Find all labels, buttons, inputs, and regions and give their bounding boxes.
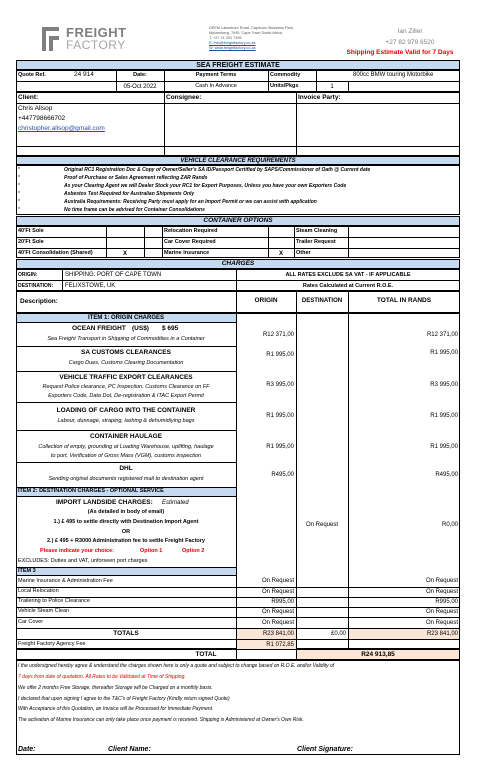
item3-label: Trailering to Police Clearance — [18, 598, 90, 604]
item3-total: On Request — [425, 609, 458, 615]
payment-terms-value: Cash In Advance — [195, 83, 237, 89]
destination-label: DESTINATION: — [18, 283, 54, 289]
vtec-total: R3 995,00 — [430, 382, 458, 388]
item3-total: On Request — [425, 578, 458, 584]
item3-origin: On Request — [261, 578, 294, 584]
terms-line: I the undersigned hereby agree & understand the charges shown here is only a quote and subject to change based on R.O.E. and/or Validity of — [18, 663, 335, 669]
commodity-label: Commodity — [270, 72, 301, 78]
vat-note: ALL RATES EXCLUDE SA VAT - IF APPLICABLE — [285, 272, 411, 278]
agency-fee-origin: R1 072,85 — [266, 642, 294, 648]
container-title: CONTAINER OPTIONS — [203, 217, 273, 224]
ocean-amount: $ 695 — [162, 325, 179, 332]
grand-total-label: TOTAL — [195, 651, 217, 658]
import-destination: On Request — [305, 522, 339, 528]
ocean-label: OCEAN FREIGHT — [72, 325, 126, 332]
vtec-label: VEHICLE TRAFFIC EXPORT CLEARANCES — [59, 374, 193, 381]
commodity-value: 800cc BMW touring Motorbike — [353, 72, 434, 78]
date-value: 05-Oct 2022 — [123, 84, 157, 90]
units-value: 1 — [330, 84, 334, 90]
clearance-item: Asbestos Test Required for Australian Shipments Only — [64, 191, 195, 197]
destination-value: FELIXSTOWE, UK — [65, 283, 116, 289]
totals-destination: £0,00 — [330, 631, 346, 637]
vtec-origin: R3 995,00 — [266, 382, 294, 388]
vtec-sub-1: Request Police clearance, PC Inspection, Customs Clearance on FF — [42, 384, 210, 390]
container-option: 20'Ft Sole — [18, 239, 44, 245]
loading-origin: R1 995,00 — [266, 413, 294, 419]
clearance-item: Proof of Purchase or Sales Agreement reflecting ZAR Rands — [64, 175, 208, 181]
dhl-sub: Sending original documents registered mail to destination agent — [48, 476, 204, 482]
import-line-1: (As detailed in body of email) — [87, 509, 165, 515]
dhl-origin: R495,00 — [271, 472, 294, 478]
import-choice-prompt: Please indicate your choice: — [40, 548, 114, 554]
dhl-total: R495,00 — [435, 472, 458, 478]
terms-line: The activation of Marine Insurance can only take place once payment is received. Shipping is Administered at Owner's Own Risk. — [18, 717, 304, 723]
container-checkbox[interactable]: X — [122, 251, 127, 257]
import-label: IMPORT LANDSIDE CHARGES: — [56, 499, 153, 506]
grand-total-value: R24 913,85 — [361, 651, 395, 658]
origin-value: SHIPPING: PORT OF CAPE TOWN — [65, 272, 162, 278]
totals-total: R23 841,00 — [426, 631, 458, 637]
totals-label: TOTALS — [113, 630, 139, 637]
option-1[interactable]: Option 1 — [140, 548, 163, 554]
item3-header — [16, 567, 237, 576]
item3-origin: On Request — [261, 589, 294, 595]
contact-name: Ian Ziller — [397, 28, 423, 35]
item3-total: On Request — [425, 620, 458, 626]
quote-ref-value: 24 914 — [74, 71, 94, 78]
container-option: Car Cover Required — [164, 239, 216, 245]
customs-total: R1 995,00 — [430, 350, 458, 356]
address-web-link[interactable]: W: www.freightfactory.co.za — [209, 46, 256, 50]
container-option: Trailer Request — [296, 239, 336, 245]
address-email-link[interactable]: E: info@freightfactory.co.za — [209, 41, 256, 45]
container-checkbox[interactable]: X — [278, 251, 283, 257]
ocean-ccy: (US$) — [132, 325, 149, 332]
roe-note: Rates Calculated at Current R.O.E. — [302, 283, 394, 289]
haulage-origin: R1 995,00 — [266, 444, 294, 450]
clearance-item: Original RC1 Registration Doc & Copy of Owner/Seller's SA ID/Passport Certified by SAPS/Commissioner of Oath @ Current date — [64, 167, 371, 173]
import-total: R0,00 — [441, 522, 458, 528]
charges-title: CHARGES — [221, 260, 255, 267]
clearance-item: No time frame can be advised for Container Consolidations — [64, 207, 205, 213]
description-label: Description: — [20, 298, 58, 305]
container-option: Steam Cleaning — [296, 228, 338, 234]
loading-sub: Labour, dunnage, straping, lashing & dehumidiying bags — [57, 418, 195, 424]
vtec-sub-2: Exporters Code, Data Dot, De-registration & ITAC Export Permit — [48, 393, 204, 399]
import-or: OR — [121, 529, 131, 535]
ocean-sub: Sea Freight Transport in Shipping of Commodities in a Container — [47, 336, 205, 342]
item3-label: Car Cover — [18, 619, 44, 625]
dhl-label: DHL — [119, 465, 133, 472]
address-line: Muizenberg, 7945, Cape Town South Africa — [209, 31, 282, 35]
terms-line: We offer 2 months Free Storage, thereafter Storage will be Charged on a monthly basis. — [18, 685, 213, 691]
col-destination: DESTINATION — [301, 298, 343, 304]
container-option: 40'Ft Sole — [18, 228, 44, 234]
haulage-total: R1 995,00 — [430, 444, 458, 450]
import-estimated: Estimated — [162, 500, 189, 506]
consignee-label: Consignee: — [166, 94, 202, 101]
terms-line: 7 days from date of quotation. All Rates to be Validated at Time of Shipping. — [18, 674, 186, 680]
terms-line: With Acceptance of this Quotation, an Invoice will be Processed for Immediate Payment. — [18, 706, 214, 712]
units-label: Units/Pkgs — [270, 83, 299, 89]
haulage-sub-1: Collection of empty, grounding at Loading Warehouse, uplifting, haulage — [38, 444, 214, 450]
clearance-item: As your Clearing Agent we will Dealer Stock your RC1 for Export Purposes, Unless you have your own Exporters Code — [64, 183, 347, 189]
clearance-item: Australia Requirements: Receiving Party must apply for an Import Permit or we can assist with application — [64, 199, 317, 205]
date-label: Date: — [133, 72, 147, 78]
customs-sub: Cargo Dues, Customs Clearing Documentation — [68, 360, 184, 366]
customs-label: SA CUSTOMS CLEARANCES — [81, 349, 171, 356]
import-line-2: 1.) £ 495 to settle directly with Destination Import Agent — [53, 519, 199, 525]
import-excludes: EXCLUDES: Duties and VAT, unforseen port charges — [18, 558, 148, 564]
loading-label: LOADING OF CARGO INTO THE CONTAINER — [56, 407, 196, 414]
option-2[interactable]: Option 2 — [182, 548, 205, 554]
validity-notice: Shipping Estimate Valid for 7 Days — [346, 49, 454, 56]
origin-label: ORIGIN: — [18, 272, 38, 278]
totals-origin: R23 841,00 — [262, 631, 294, 637]
company-logo — [42, 26, 142, 52]
container-option: Other — [296, 250, 311, 256]
logo-text-top: FREIGHT — [66, 25, 127, 40]
signoff-client-name[interactable]: Client Name: — [108, 746, 151, 753]
page-title: SEA FREIGHT ESTIMATE — [196, 62, 280, 69]
client-email-link[interactable]: christopher.allsop@gmail.com — [18, 125, 105, 132]
item3-label: Marine Insurance & Administration Fee — [18, 578, 113, 584]
loading-total: R1 995,00 — [430, 413, 458, 419]
item3-origin: On Request — [261, 620, 294, 626]
address-line: T: +27 21 201 7395 — [209, 36, 242, 40]
item3-total: R995,00 — [435, 599, 458, 605]
haulage-sub-2: to port, Verification of Gross Mass (VGM), customs inspection — [50, 453, 202, 459]
import-line-3: 2.) £ 495 + R3000 Administration fee to settle Freight Factory — [47, 538, 205, 544]
item3-title: ITEM 3 — [18, 568, 36, 574]
signoff-client-signature[interactable]: Client Signature: — [297, 746, 354, 753]
client-name: Chris Allsop — [18, 105, 53, 112]
item1-title: ITEM 1: ORIGIN CHARGES — [87, 315, 164, 321]
payment-terms-label: Payment Terms — [195, 72, 237, 78]
customs-origin: R1 995,00 — [266, 352, 294, 358]
container-option: Relocation Required — [164, 228, 218, 234]
signoff-date[interactable]: Date: — [18, 746, 36, 753]
ocean-origin: R12 371,00 — [262, 332, 294, 338]
quote-ref-label: Quote Ref. — [18, 72, 46, 78]
item3-label: Vehicle Steam Clean — [18, 608, 70, 614]
client-phone: +447798666702 — [18, 115, 66, 122]
client-label: Client: — [18, 94, 39, 101]
col-total: TOTAL IN RANDS — [376, 297, 432, 304]
logo-text-bottom: FACTORY — [66, 38, 126, 52]
address-line: DRFM Lakeshore Road, Capricorn Business Park, — [209, 26, 294, 30]
item2-title: ITEM 2: DESTINATION CHARGES - OPTIONAL SERVICE — [18, 488, 164, 494]
invoice-party-label: Invoice Party: — [298, 94, 341, 101]
item3-origin: On Request — [261, 609, 294, 615]
haulage-label: CONTAINER HAULAGE — [89, 433, 163, 440]
item3-label: Local Relocation — [18, 588, 59, 594]
logo-mark-icon — [42, 27, 62, 51]
ocean-total: R12 371,00 — [426, 332, 458, 338]
container-option: Marine Insurance — [164, 250, 210, 256]
clearance-title: VEHICLE CLEARANCE REQUIREMENTS — [180, 158, 296, 164]
container-option: 40'Ft Consolidation (Shared) — [18, 250, 93, 256]
terms-line: I declared that upon signing I agree to the T&C's of Freight Factory (Kindly return signed Quote) — [18, 696, 230, 702]
item3-total: On Request — [425, 589, 458, 595]
contact-phone: +27 82 979 6520 — [385, 39, 435, 46]
agency-fee-label: Freight Factory Agency Fee — [18, 641, 86, 647]
item3-origin: R995,00 — [271, 599, 294, 605]
col-origin: ORIGIN — [254, 297, 278, 304]
